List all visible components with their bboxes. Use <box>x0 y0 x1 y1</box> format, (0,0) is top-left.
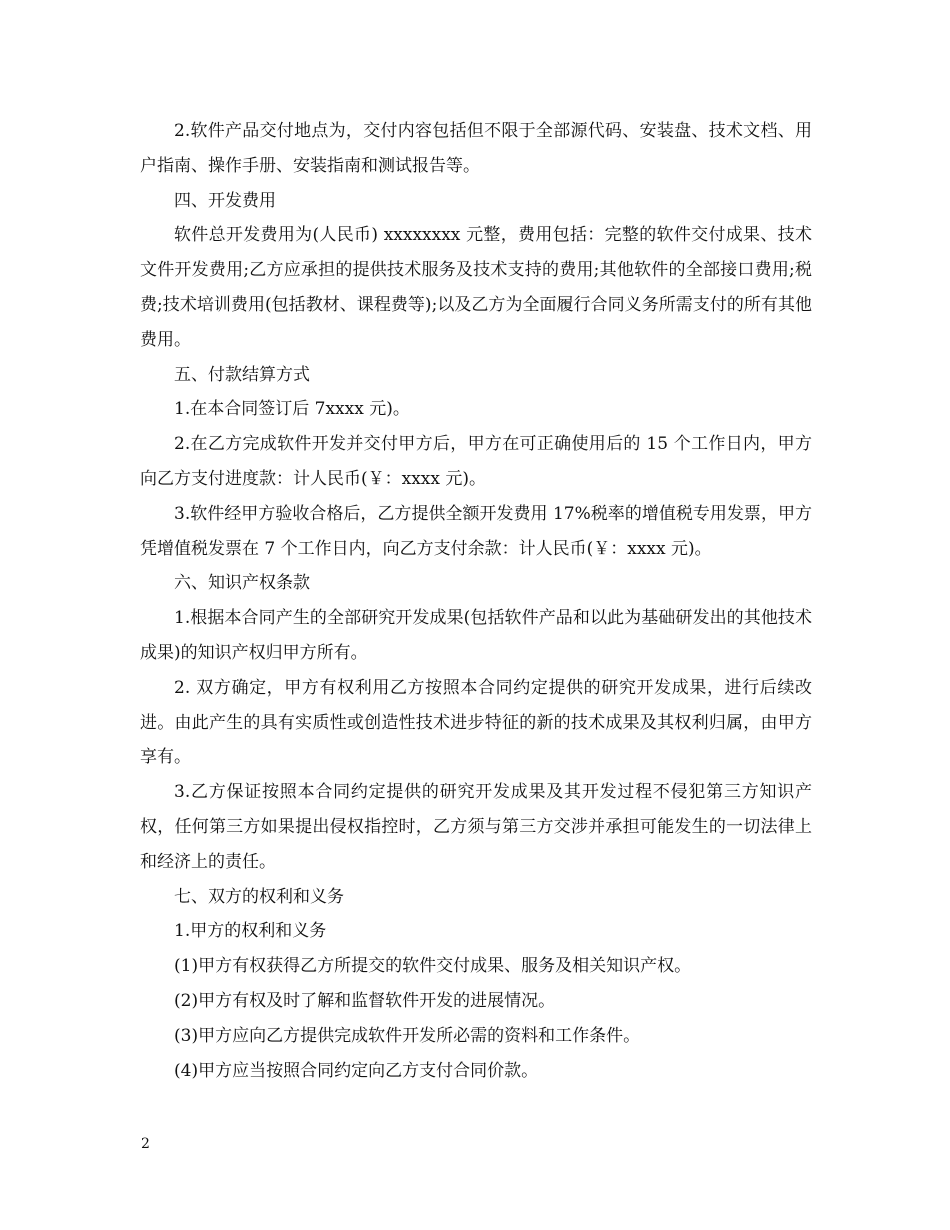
heading-rights-obligations: 七、双方的权利和义务 <box>174 886 344 907</box>
heading-development-fees: 四、开发费用 <box>174 190 276 211</box>
paragraph-payment-3: 3.软件经甲方验收合格后，乙方提供全额开发费用 17%税率的增值税专用发票，甲方凭增值税发票在 7 个工作日内，向乙方支付余款：计人民币(￥：xxxx 元)。 <box>140 503 812 559</box>
heading-payment-method: 五、付款结算方式 <box>174 364 310 385</box>
paragraph-ip-3: 3.乙方保证按照本合同约定提供的研究开发成果及其开发过程不侵犯第三方知识产权，任何第三方如果提出侵权指控时，乙方须与第三方交涉并承担可能发生的一切法律上和经济上的责任。 <box>140 782 812 872</box>
list-item-party-a-3: (3)甲方应向乙方提供完成软件开发所必需的资料和工作条件。 <box>174 1025 641 1046</box>
paragraph-ip-1: 1.根据本合同产生的全部研究开发成果(包括软件产品和以此为基础研发出的其他技术成果)的知识产权归甲方所有。 <box>140 608 812 663</box>
list-item-party-a-1: (1)甲方有权获得乙方所提交的软件交付成果、服务及相关知识产权。 <box>174 956 692 977</box>
page-number: 2 <box>141 1136 150 1152</box>
document-body <box>140 114 812 1088</box>
subheading-party-a-rights: 1.甲方的权利和义务 <box>174 921 327 942</box>
paragraph-ip-2: 2. 双方确定，甲方有权利用乙方按照本合同约定提供的研究开发成果，进行后续改进。由此产生的具有实质性或创造性技术进步特征的新的技术成果及其权利归属，由甲方享有。 <box>140 677 812 768</box>
list-item-party-a-4: (4)甲方应当按照合同约定向乙方支付合同价款。 <box>174 1060 539 1081</box>
list-item-party-a-2: (2)甲方有权及时了解和监督软件开发的进展情况。 <box>174 990 556 1011</box>
heading-ip-terms: 六、知识产权条款 <box>174 573 310 594</box>
paragraph-payment-1: 1.在本合同签订后 7xxxx 元)。 <box>174 399 410 420</box>
paragraph-delivery-location: 2.软件产品交付地点为，交付内容包括但不限于全部源代码、安装盘、技术文档、用户指南、操作手册、安装指南和测试报告等。 <box>140 121 812 176</box>
paragraph-payment-2: 2.在乙方完成软件开发并交付甲方后，甲方在可正确使用后的 15 个工作日内，甲方向乙方支付进度款：计人民币(￥：xxxx 元)。 <box>140 434 812 489</box>
paragraph-total-fee: 软件总开发费用为(人民币) xxxxxxxx 元整，费用包括：完整的软件交付成果、技术文件开发费用;乙方应承担的提供技术服务及技术支持的费用;其他软件的全部接口费用;税费;技术培训费用(包括教材、课程费等);以及乙方为全面履行合同义务所需支付的所有其他费用。 <box>140 225 812 350</box>
